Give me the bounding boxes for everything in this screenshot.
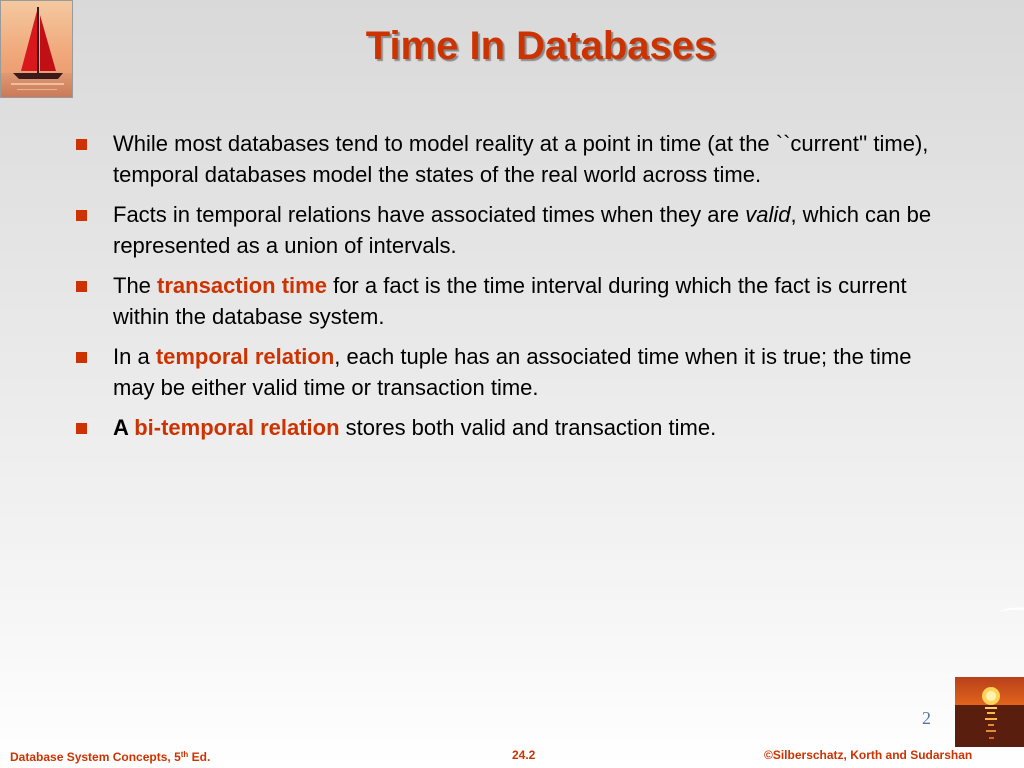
highlighted-term: temporal relation bbox=[155, 344, 335, 369]
highlighted-term: transaction time bbox=[157, 273, 327, 298]
bullet-text: Facts in temporal relations have associated times when they are bbox=[113, 202, 746, 227]
bullet-text: The bbox=[113, 273, 158, 298]
bullet-item bbox=[74, 128, 934, 190]
square-bullet-icon bbox=[76, 352, 87, 363]
footer-book-title-prefix: Database System Concepts, 5 bbox=[10, 750, 181, 764]
footer-book-title-sup: th bbox=[180, 750, 189, 759]
bullet-text: stores both valid and transaction time. bbox=[339, 415, 717, 440]
footer-copyright: ©Silberschatz, Korth and Sudarshan bbox=[764, 748, 973, 762]
bullet-item bbox=[74, 341, 934, 403]
bullet-text: A bbox=[113, 415, 135, 440]
highlighted-term: bi-temporal relation bbox=[134, 415, 340, 440]
footer-book-title-suffix: Ed. bbox=[188, 750, 211, 764]
bullet-text: , which can be represented as a union of intervals. bbox=[113, 202, 932, 258]
footer-slide-number: 24.2 bbox=[512, 748, 536, 762]
bullet-list bbox=[74, 128, 934, 452]
bullet-item bbox=[74, 270, 934, 332]
bullet-text: for a fact is the time interval during which the fact is current within the database system. bbox=[113, 273, 907, 329]
bullet-text: While most databases tend to model reality at a point in time (at the ``current'' time), temporal databases model the states of the real world across time. bbox=[113, 131, 929, 187]
page-number: 2 bbox=[922, 708, 931, 728]
footer-book-title bbox=[10, 746, 210, 768]
square-bullet-icon bbox=[76, 423, 87, 434]
square-bullet-icon bbox=[76, 281, 87, 292]
square-bullet-icon bbox=[76, 210, 87, 221]
bullet-text: valid bbox=[745, 202, 791, 227]
slide-title bbox=[0, 24, 1024, 69]
bullet-text: , each tuple has an associated time when it is true; the time may be either valid time or transaction time. bbox=[113, 344, 912, 400]
bullet-item bbox=[74, 412, 934, 443]
sunset-image bbox=[955, 677, 1024, 747]
bullet-text: In a bbox=[113, 344, 156, 369]
square-bullet-icon bbox=[76, 139, 87, 150]
slide-title-text: Time In Databases bbox=[365, 24, 717, 68]
swoosh-decoration bbox=[998, 606, 1024, 614]
bullet-item bbox=[74, 199, 934, 261]
